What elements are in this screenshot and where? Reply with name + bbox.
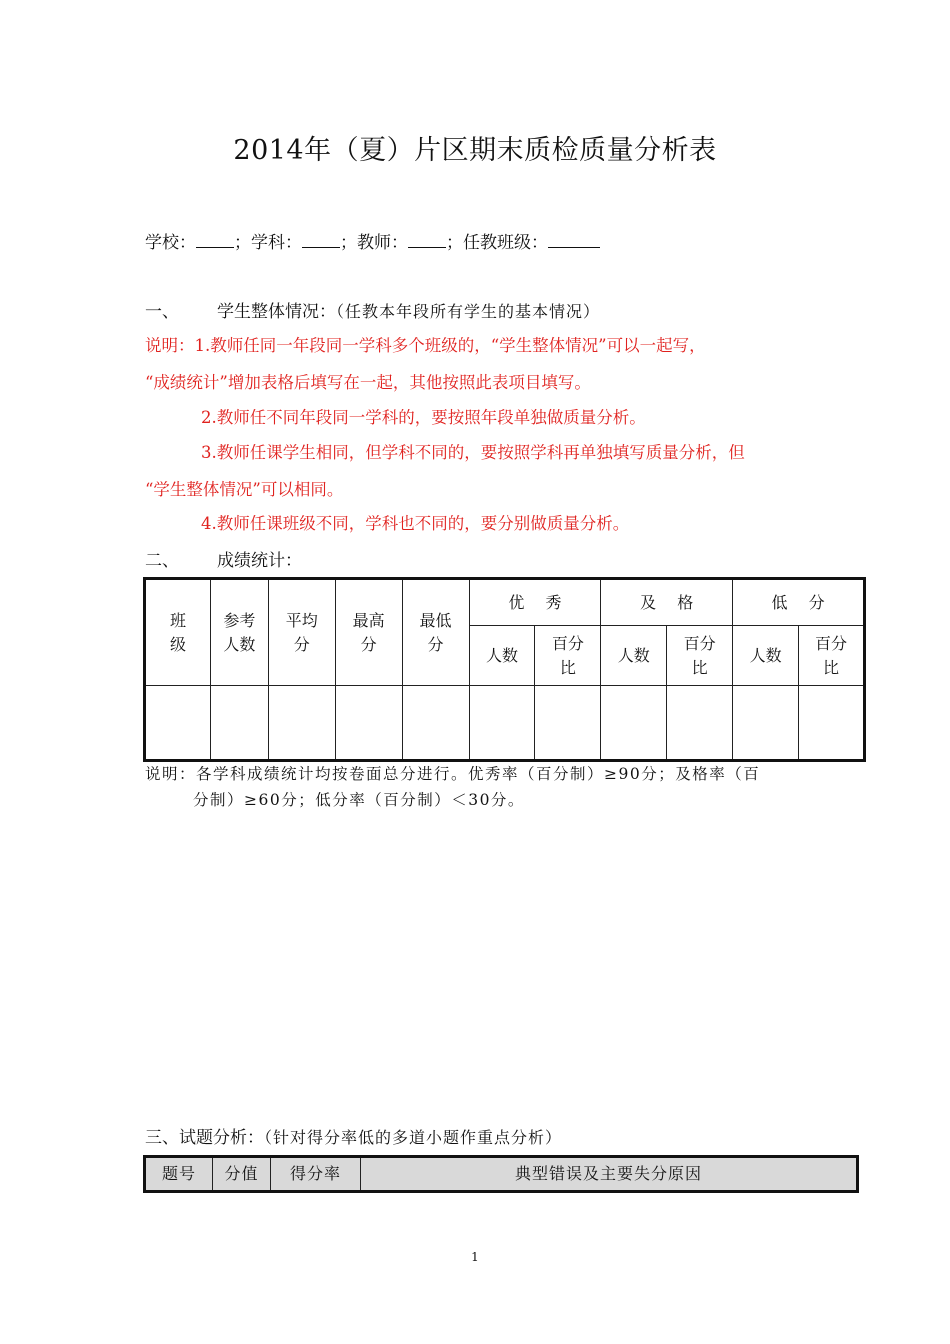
header-participants: 参考 人数 [210,579,268,686]
page-title: 2014年（夏）片区期末质检质量分析表 [233,135,717,166]
header-pass: 及 格 [601,579,733,626]
section-3 [145,1123,562,1148]
teacher-label: ；教师： [340,233,408,253]
header-excellent-count: 人数 [469,626,535,686]
instruction-line-4: 3.教师任课学生相同，但学科不同的，要按照学科再单独填写质量分析，但 [201,443,745,462]
header-score: 分值 [213,1157,271,1192]
header-low-count: 人数 [733,626,799,686]
header-score-rate: 得分率 [271,1157,361,1192]
header-question-no: 题号 [145,1157,213,1192]
page-number: 1 [471,1250,479,1264]
section-1 [145,297,600,322]
info-line [145,228,600,253]
header-highest: 最高 分 [335,579,402,686]
header-average: 平均 分 [268,579,335,686]
header-pass-count: 人数 [601,626,667,686]
instruction-line-1: 说明：1.教师任同一年段同一学科多个班级的，“学生整体情况”可以一起写， [145,336,706,355]
section-1-note: （任教本年段所有学生的基本情况） [336,302,601,321]
header-typical-errors: 典型错误及主要失分原因 [361,1157,858,1192]
header-lowest: 最低 分 [402,579,469,686]
teacher-blank[interactable] [408,233,446,248]
instruction-line-6: 4.教师任课班级不同，学科也不同的，要分别做质量分析。 [201,514,630,533]
instruction-line-3: 2.教师任不同年段同一学科的，要按照年段单独做质量分析。 [201,408,646,427]
section-2-number: 二、 [145,551,179,571]
class-blank[interactable] [548,233,600,248]
cell-average[interactable] [268,686,335,761]
subject-blank[interactable] [302,233,340,248]
section-3-note: （针对得分率低的多道小题作重点分析） [264,1128,563,1147]
header-low-percent: 百分 比 [799,626,865,686]
section-2-heading: 成绩统计： [217,551,302,571]
table-row [145,686,865,761]
cell-pass-count[interactable] [601,686,667,761]
class-label: ；任教班级： [446,233,548,253]
cell-class[interactable] [145,686,211,761]
section-3-heading: 三、试题分析： [145,1128,264,1148]
stats-note-line-2: 分制）≥60分；低分率（百分制）＜30分。 [193,791,525,809]
analysis-table [143,1155,859,1193]
cell-pass-percent[interactable] [667,686,733,761]
cell-lowest[interactable] [402,686,469,761]
school-blank[interactable] [196,233,234,248]
cell-excellent-percent[interactable] [535,686,601,761]
section-1-heading: 学生整体情况： [217,302,336,322]
section-2 [145,546,302,571]
stats-table [143,577,866,762]
cell-highest[interactable] [335,686,402,761]
stats-note-line-1: 说明：各学科成绩统计均按卷面总分进行。优秀率（百分制）≥90分；及格率（百 [145,765,761,783]
instruction-line-2: “成绩统计”增加表格后填写在一起，其他按照此表项目填写。 [145,373,591,392]
cell-excellent-count[interactable] [469,686,535,761]
header-pass-percent: 百分 比 [667,626,733,686]
subject-label: ；学科： [234,233,302,253]
header-class: 班 级 [145,579,211,686]
instruction-line-5: “学生整体情况”可以相同。 [145,480,344,499]
cell-participants[interactable] [210,686,268,761]
section-1-number: 一、 [145,302,179,322]
header-excellent: 优 秀 [469,579,601,626]
header-low: 低 分 [733,579,865,626]
school-label: 学校： [145,233,196,253]
header-excellent-percent: 百分 比 [535,626,601,686]
cell-low-count[interactable] [733,686,799,761]
cell-low-percent[interactable] [799,686,865,761]
